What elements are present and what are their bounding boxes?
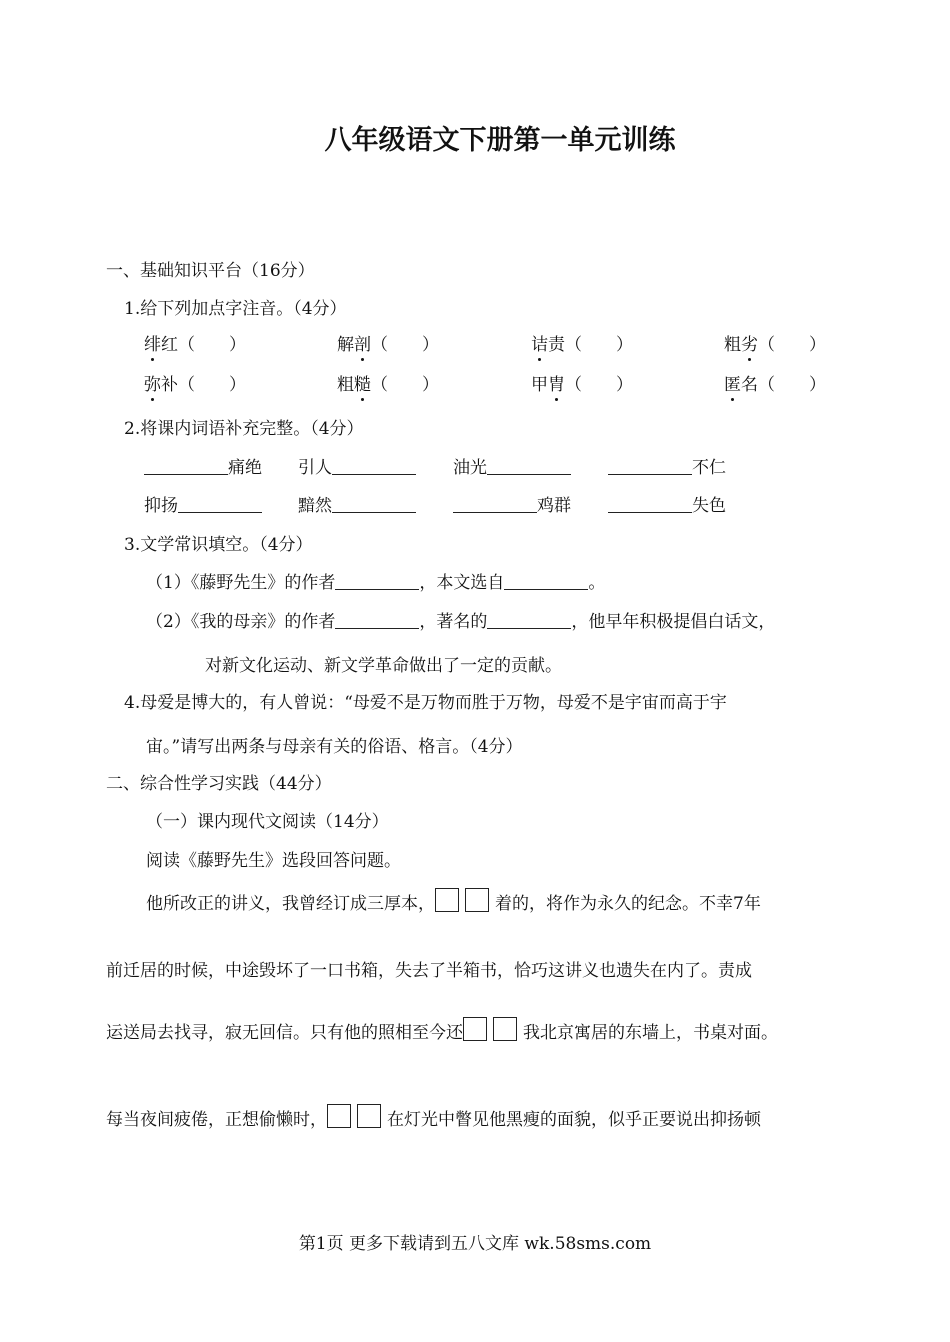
passage-line: 前迁居的时候，中途毁坏了一口书箱，失去了半箱书，恰巧这讲义也遗失在内了。责成: [106, 961, 752, 981]
answer-blank[interactable]: [487, 612, 571, 629]
q1-item: 粗劣（ ）: [724, 335, 826, 355]
dotted-char: 绯: [144, 335, 161, 355]
q1-item: 解剖（ ）: [337, 335, 439, 355]
answer-blank[interactable]: [487, 458, 571, 475]
answer-box[interactable]: [465, 888, 489, 912]
section-2-heading: 二、综合性学习实践（44分）: [106, 774, 332, 794]
q4-line-1: 4.母爱是博大的，有人曾说：“母爱不是万物而胜于万物，母爱不是宇宙而高于宇: [124, 693, 727, 713]
idiom-fill: 抑扬: [144, 491, 262, 516]
answer-box[interactable]: [435, 888, 459, 912]
idiom-fill: 油光: [453, 453, 571, 478]
page-title: 八年级语文下册第一单元训练: [324, 125, 676, 156]
answer-box[interactable]: [463, 1017, 487, 1041]
answer-blank[interactable]: [453, 496, 537, 513]
q3-part-1: （1）《藤野先生》的作者 ，本文选自 。: [146, 573, 606, 593]
answer-blank[interactable]: [504, 573, 588, 590]
dotted-char: 劣: [741, 335, 758, 355]
q1-item: 甲胄（ ）: [531, 375, 633, 395]
section-1-heading: 一、基础知识平台（16分）: [106, 261, 315, 281]
answer-box[interactable]: [357, 1104, 381, 1128]
passage-line: 运送局去找寻，寂无回信。只有他的照相至今还 我北京寓居的东墙上，书桌对面。: [106, 1017, 778, 1043]
answer-blank[interactable]: [178, 496, 262, 513]
idiom-fill: 鸡群: [453, 491, 571, 516]
reading-instruction: 阅读《藤野先生》选段回答问题。: [146, 851, 401, 871]
q1-prompt: 1.给下列加点字注音。（4分）: [124, 299, 347, 319]
q1-item: 弥补（ ）: [144, 375, 246, 395]
q1-item: 粗糙（ ）: [337, 375, 439, 395]
q2-prompt: 2.将课内词语补充完整。（4分）: [124, 419, 364, 439]
q3-prompt: 3.文学常识填空。（4分）: [124, 535, 313, 555]
passage-line: 每当夜间疲倦，正想偷懒时， 在灯光中瞥见他黑瘦的面貌，似乎正要说出抑扬顿: [106, 1104, 761, 1130]
answer-blank[interactable]: [608, 458, 692, 475]
answer-box[interactable]: [493, 1017, 517, 1041]
answer-blank[interactable]: [144, 458, 228, 475]
answer-blank[interactable]: [332, 496, 416, 513]
dotted-char: 胄: [548, 375, 565, 395]
answer-box[interactable]: [327, 1104, 351, 1128]
page-footer: 第1页 更多下载请到五八文库 wk.58sms.com: [298, 1234, 652, 1254]
q3-part-2: （2）《我的母亲》的作者 ，著名的 ，他早年积极提倡白话文，: [146, 612, 776, 632]
q1-item: 匿名（ ）: [724, 375, 826, 395]
answer-blank[interactable]: [608, 496, 692, 513]
dotted-char: 弥: [144, 375, 161, 395]
q3-part-2-cont: 对新文化运动、新文学革命做出了一定的贡献。: [205, 656, 562, 676]
dotted-char: 糙: [354, 375, 371, 395]
answer-blank[interactable]: [335, 612, 419, 629]
dotted-char: 匿: [724, 375, 741, 395]
passage-line: 他所改正的讲义，我曾经订成三厚本， 着的，将作为永久的纪念。不幸7年: [146, 888, 761, 914]
q1-item: 诘责（ ）: [531, 335, 633, 355]
idiom-fill: 黯然: [298, 491, 416, 516]
answer-blank[interactable]: [332, 458, 416, 475]
idiom-fill: 痛绝: [144, 453, 262, 478]
q4-line-2: 宙。”请写出两条与母亲有关的俗语、格言。（4分）: [146, 737, 523, 757]
reading-subsection: （一）课内现代文阅读（14分）: [146, 812, 389, 832]
dotted-char: 剖: [354, 335, 371, 355]
dotted-char: 诘: [531, 335, 548, 355]
idiom-fill: 失色: [608, 491, 726, 516]
answer-blank[interactable]: [335, 573, 419, 590]
idiom-fill: 不仁: [608, 453, 726, 478]
q1-item: 绯红（ ）: [144, 335, 246, 355]
idiom-fill: 引人: [298, 453, 416, 478]
